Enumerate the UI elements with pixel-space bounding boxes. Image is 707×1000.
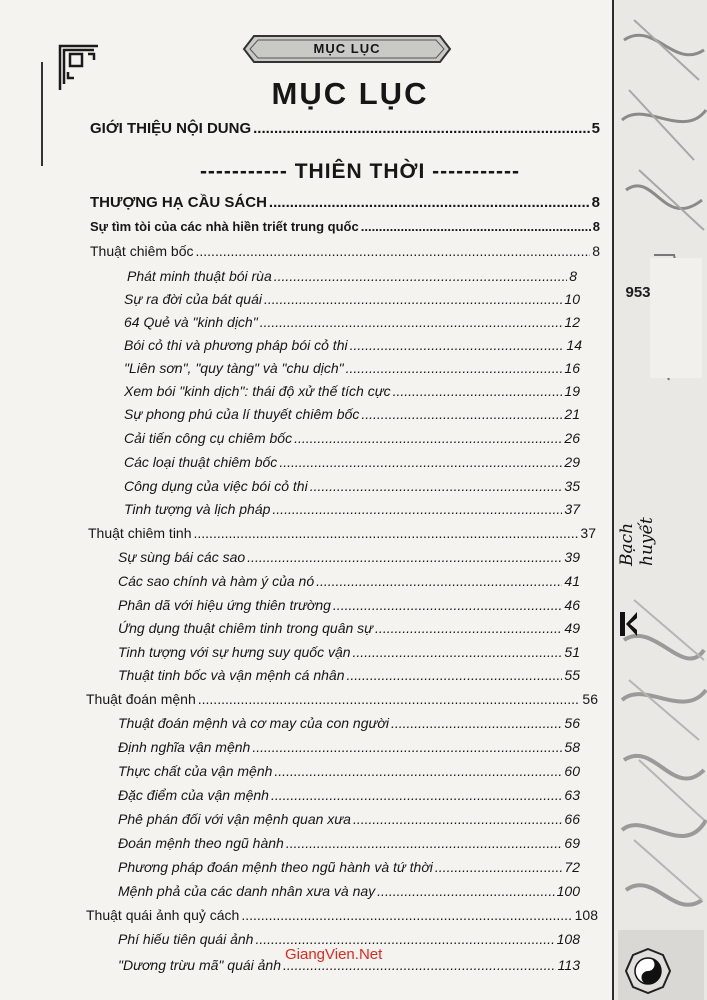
toc-entry — [90, 194, 600, 211]
toc-entry-label: Thuật đoán mệnh và cơ may của con người — [118, 715, 389, 731]
running-header-title: MỤC LỤC — [313, 41, 381, 56]
k-mark-glyph — [620, 612, 638, 636]
toc-leader — [198, 691, 581, 707]
toc-entry-label: Thuật chiêm bốc — [90, 243, 194, 259]
toc-leader — [272, 501, 562, 517]
toc-entry-label: THƯỢNG HẠ CẦU SÁCH — [90, 194, 267, 211]
toc-leader — [260, 314, 563, 330]
toc-entry-label: Thuật tinh bốc và vận mệnh cá nhân — [118, 667, 345, 683]
toc-entry — [118, 644, 580, 660]
page-number: 953 — [625, 284, 651, 301]
toc-leader — [194, 525, 579, 541]
toc-leader — [271, 787, 562, 803]
toc-entry-label: "Liên sơn", "quy tàng" và "chu dịch" — [124, 360, 344, 376]
toc-entry — [127, 268, 577, 284]
toc-leader — [253, 120, 590, 137]
toc-leader — [274, 268, 567, 284]
toc-leader — [333, 597, 563, 613]
toc-entry-label: "Dương trừu mã" quái ảnh — [118, 957, 282, 973]
toc-entry-label: Thuật đoán mệnh — [86, 691, 196, 707]
toc-entry-page: 8 — [569, 268, 577, 284]
toc-entry-page: 72 — [564, 859, 580, 875]
toc-entry — [118, 787, 580, 803]
toc-entry-page: 108 — [574, 907, 598, 923]
toc-entry-label: Sự sùng bái các sao — [118, 549, 246, 565]
toc-leader — [279, 454, 562, 470]
toc-entry-label: GIỚI THIỆU NỘI DUNG — [90, 120, 252, 137]
toc-leader — [310, 478, 563, 494]
toc-entry-page: 5 — [591, 120, 600, 137]
toc-entry-label: Thuật chiêm tinh — [88, 525, 192, 541]
toc-entry-page: 56 — [564, 715, 580, 731]
toc-entry-page: 46 — [564, 597, 580, 613]
toc-entry — [118, 931, 580, 947]
corner-ornament-icon — [58, 44, 100, 90]
toc-entry — [118, 667, 580, 683]
toc-entry — [118, 811, 580, 827]
toc-entry-page: 51 — [564, 644, 580, 660]
toc-entry-page: 35 — [564, 478, 580, 494]
toc-entry-label: Phân dã với hiệu ứng thiên trường — [118, 597, 331, 613]
toc-entry-page: 16 — [564, 360, 580, 376]
toc-entry — [118, 835, 580, 851]
toc-title: MỤC LỤC — [271, 76, 429, 111]
toc-entry-label: Sự tìm tòi của các nhà hiền triết trung quốc — [90, 219, 359, 234]
toc-entry — [118, 620, 580, 636]
watermark-text: GiangVien.Net — [285, 946, 383, 963]
yin-yang-icon — [625, 948, 671, 994]
toc-leader — [391, 715, 562, 731]
toc-leader — [346, 667, 562, 683]
toc-entry — [86, 907, 598, 923]
toc-leader — [346, 360, 563, 376]
toc-leader — [264, 291, 562, 307]
toc-leader — [247, 549, 562, 565]
toc-entry — [124, 454, 580, 470]
toc-entry-label: Xem bói "kinh dịch": thái độ xử thế tích cực — [124, 383, 391, 399]
toc-entry-label: Định nghĩa vận mệnh — [118, 739, 251, 755]
toc-entry-page: 100 — [556, 883, 580, 899]
author-signature: Bạch huyết — [617, 517, 657, 566]
toc-entry-page: 108 — [556, 931, 580, 947]
toc-leader — [353, 811, 562, 827]
toc-entry — [124, 291, 580, 307]
toc-leader — [353, 644, 563, 660]
toc-entry-label: Ứng dụng thuật chiêm tinh trong quân sự — [118, 620, 374, 636]
toc-entry-label: Phát minh thuật bói rùa — [127, 268, 272, 284]
toc-entry-label: Đặc điểm của vận mệnh — [118, 787, 269, 803]
toc-leader — [196, 243, 591, 259]
toc-entry-page: 113 — [557, 957, 580, 973]
toc-entry-page: 8 — [591, 194, 600, 211]
toc-entry — [86, 691, 598, 707]
toc-entry — [118, 549, 580, 565]
toc-entry — [124, 501, 580, 517]
toc-leader — [375, 620, 562, 636]
toc-entry-label: Bói cỏ thi và phương pháp bói cỏ thi — [124, 337, 348, 353]
toc-entry-page: 37 — [564, 501, 580, 517]
toc-entry — [90, 120, 600, 137]
toc-leader — [316, 573, 562, 589]
toc-entry-label: Mệnh phả của các danh nhân xưa và nay — [118, 883, 376, 899]
toc-leader — [361, 406, 562, 422]
toc-entry-page: 41 — [564, 573, 580, 589]
toc-entry-page: 26 — [564, 430, 580, 446]
toc-leader — [393, 383, 563, 399]
toc-entry-label: Tinh tượng và lịch pháp — [124, 501, 271, 517]
toc-entry-page: 69 — [564, 835, 580, 851]
toc-entry — [118, 573, 580, 589]
toc-entry-label: Cải tiến công cụ chiêm bốc — [124, 430, 293, 446]
toc-entry-page: 56 — [582, 691, 598, 707]
toc-entry-label: Sự ra đời của bát quái — [124, 291, 262, 307]
toc-entry — [90, 243, 600, 259]
toc-entry-page: 63 — [564, 787, 580, 803]
toc-entry-page: 49 — [564, 620, 580, 636]
toc-entry-label: Phương pháp đoán mệnh theo ngũ hành và tứ thời — [118, 859, 433, 875]
toc-entry-label: Phí hiếu tiên quái ảnh — [118, 931, 254, 947]
toc-entry — [88, 525, 596, 541]
toc-entry — [124, 430, 580, 446]
toc-entry — [118, 715, 580, 731]
toc-entry — [124, 406, 580, 422]
toc-entry-page: 19 — [564, 383, 580, 399]
toc-leader — [241, 907, 572, 923]
toc-entry — [124, 314, 580, 330]
toc-entry — [118, 763, 580, 779]
toc-entry-label: Thực chất của vận mệnh — [118, 763, 273, 779]
toc-entry-page: 39 — [564, 549, 580, 565]
toc-entry-page: 14 — [566, 337, 582, 353]
toc-entry-page: 60 — [564, 763, 580, 779]
toc-leader — [274, 763, 562, 779]
toc-entry-page: 29 — [564, 454, 580, 470]
toc-leader — [294, 430, 562, 446]
toc-entry-label: Các sao chính và hàm ý của nó — [118, 573, 315, 589]
toc-entry — [118, 739, 580, 755]
toc-entry-page: 8 — [592, 219, 600, 234]
toc-entry — [118, 859, 580, 875]
toc-entry — [124, 360, 580, 376]
toc-entry-page: 8 — [592, 243, 600, 259]
toc-entry-label: Công dụng của việc bói cỏ thi — [124, 478, 308, 494]
toc-entry — [124, 478, 580, 494]
toc-entry-label: Tinh tượng với sự hưng suy quốc vận — [118, 644, 351, 660]
section-title: ----------- THIÊN THỜI ----------- — [199, 160, 521, 183]
toc-entry — [118, 883, 580, 899]
toc-leader — [350, 337, 565, 353]
toc-entry — [124, 337, 582, 353]
toc-entry-page: 10 — [564, 291, 580, 307]
toc-leader — [255, 931, 554, 947]
toc-entry-page: 12 — [564, 314, 580, 330]
toc-entry-page: 21 — [564, 406, 580, 422]
toc-entry-page: 55 — [564, 667, 580, 683]
toc-entry-label: Phê phán đối với vận mệnh quan xưa — [118, 811, 351, 827]
toc-leader — [377, 883, 554, 899]
toc-leader — [269, 194, 590, 211]
toc-entry-page: 66 — [564, 811, 580, 827]
toc-leader — [286, 835, 563, 851]
side-mark — [620, 612, 638, 636]
toc-leader — [435, 859, 563, 875]
toc-entry — [124, 383, 580, 399]
toc-entry — [90, 219, 600, 234]
toc-entry-page: 37 — [580, 525, 596, 541]
toc-entry-label: Thuật quái ảnh quỷ cách — [86, 907, 240, 923]
toc-entry-label: 64 Quẻ và "kinh dịch" — [124, 314, 258, 330]
toc-entry-label: Các loại thuật chiêm bốc — [124, 454, 278, 470]
toc-leader — [252, 739, 562, 755]
left-border-line — [41, 62, 43, 166]
toc-leader — [361, 219, 591, 234]
toc-entry — [118, 597, 580, 613]
toc-entry-label: Đoán mệnh theo ngũ hành — [118, 835, 284, 851]
toc-entry-page: 58 — [564, 739, 580, 755]
toc-entry-label: Sự phong phú của lí thuyết chiêm bốc — [124, 406, 360, 422]
